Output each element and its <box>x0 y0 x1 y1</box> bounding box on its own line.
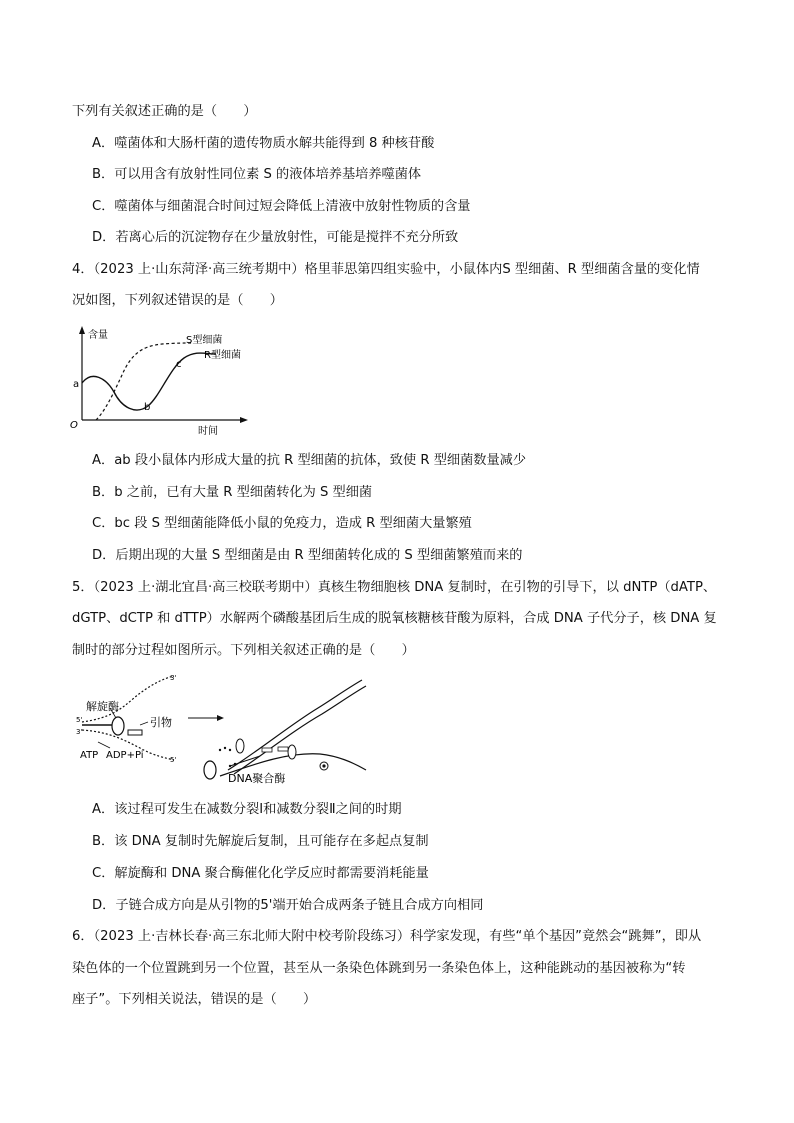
s-bacteria-label: S型细菌 <box>186 335 223 346</box>
polymerase-shape-1 <box>236 739 244 753</box>
q5-option-b: B．该 DNA 复制时先解旋后复制，且可能存在多起点复制 <box>92 834 429 849</box>
q3-option-b: B．可以用含有放射性同位素 S 的液体培养基培养噬菌体 <box>92 167 422 182</box>
x-axis-arrow <box>240 417 248 423</box>
point-c-label: c <box>176 359 182 370</box>
q3-option-c: C．噬菌体与细菌混合时间过短会降低上清液中放射性物质的含量 <box>92 199 471 214</box>
q4-option-a: A．ab 段小鼠体内形成大量的抗 R 型细菌的抗体，致使 R 型细菌数量减少 <box>92 453 527 468</box>
q5-stem-line2: dGTP、dCTP 和 dTTP）水解两个磷酸基团后生成的脱氧核糖核苷酸为原料，合成 DNA 子代分子，核 DNA 复 <box>72 611 717 626</box>
q3-option-d: D．若离心后的沉淀物存在少量放射性，可能是搅拌不充分所致 <box>92 230 459 245</box>
adp-label: ADP+Pi <box>106 750 144 761</box>
q5-stem-line1: 5．（2023 上·湖北宜昌·高三校联考期中）真核生物细胞核 DNA 复制时，在引物的引导下，以 dNTP（dATP、 <box>72 580 717 595</box>
q6-stem-line1: 6．（2023 上·吉林长春·高三东北师大附中校考阶段练习）科学家发现，有些“单个基因”竟然会“跳舞”，即从 <box>72 929 702 944</box>
bacteria-curve-figure <box>66 320 256 438</box>
q5-stem-line3: 制时的部分过程如图所示。下列相关叙述正确的是（ ） <box>72 643 415 658</box>
y-axis-arrow <box>79 326 85 334</box>
process-arrow-head <box>217 715 224 721</box>
prime-label-1: 3' <box>170 674 177 682</box>
q4-option-b: B．b 之前，已有大量 R 型细菌转化为 S 型细菌 <box>92 485 373 500</box>
atp-label: ATP <box>80 750 99 761</box>
r-bacteria-label: R型细菌 <box>204 350 241 361</box>
polymerase-shape-2 <box>288 745 296 759</box>
primer-label: 引物 <box>150 716 172 729</box>
primer-shape <box>128 730 142 735</box>
q5-option-c: C．解旋酶和 DNA 聚合酶催化化学反应时都需要消耗能量 <box>92 866 429 881</box>
dna-replication-figure <box>70 670 370 785</box>
prime-label-3: 3' <box>76 728 83 736</box>
prime-label-2: 5' <box>76 716 83 724</box>
polymerase-label: DNA聚合酶 <box>228 772 286 785</box>
q3-stem: 下列有关叙述正确的是（ ） <box>72 104 257 119</box>
prime-label-4: 5' <box>170 756 177 764</box>
point-b-label: b <box>144 402 151 413</box>
q4-option-c: C．bc 段 S 型细菌能降低小鼠的免疫力，造成 R 型细菌大量繁殖 <box>92 516 472 531</box>
helicase-shape <box>112 717 124 735</box>
q4-stem-line1: 4．（2023 上·山东菏泽·高三统考期中）格里菲思第四组实验中，小鼠体内S 型细菌、R 型细菌含量的变化情 <box>72 262 700 277</box>
q3-option-a: A．噬菌体和大肠杆菌的遗传物质水解共能得到 8 种核苷酸 <box>92 136 435 151</box>
q6-stem-line3: 座子”。下列相关说法，错误的是（ ） <box>72 992 317 1007</box>
q6-stem-line2: 染色体的一个位置跳到另一个位置，甚至从一条染色体跳到另一条染色体上，这种能跳动的基因被称为“转 <box>72 961 686 976</box>
q4-option-d: D．后期出现的大量 S 型细菌是由 R 型细菌转化成的 S 型细菌繁殖而来的 <box>92 548 523 563</box>
right-helicase-shape <box>204 761 216 779</box>
point-a-label: a <box>73 379 80 390</box>
origin-label: O <box>70 420 78 431</box>
q5-option-a: A．该过程可发生在减数分裂Ⅰ和减数分裂Ⅱ之间的时期 <box>92 802 402 817</box>
q5-option-d: D．子链合成方向是从引物的5'端开始合成两条子链且合成方向相同 <box>92 898 484 913</box>
y-axis-label: 含量 <box>88 330 108 341</box>
x-axis-label: 时间 <box>198 426 218 437</box>
q4-stem-line2: 况如图，下列叙述错误的是（ ） <box>72 293 283 308</box>
helicase-label: 解旋酶 <box>86 700 119 713</box>
